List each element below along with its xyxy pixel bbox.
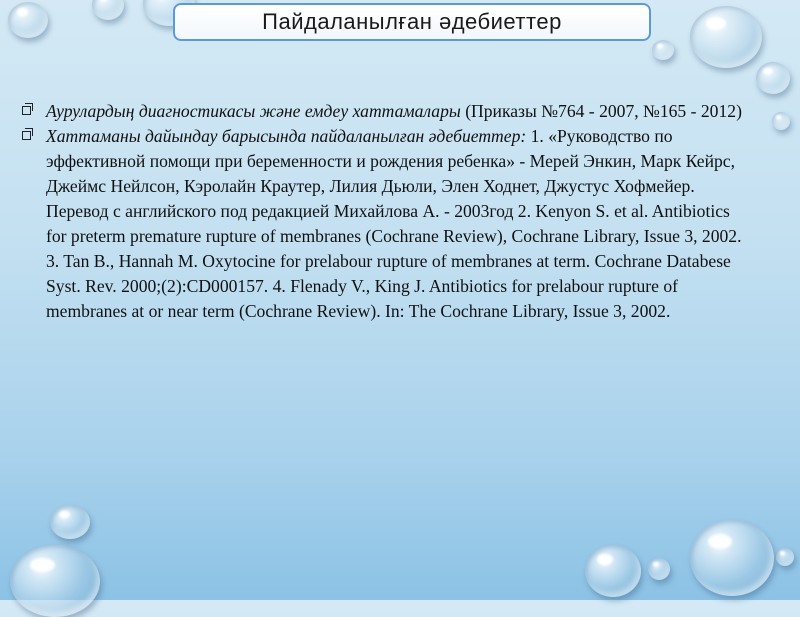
water-drop-icon [92,0,124,20]
item-italic-text: Аурулардың диагностикасы және емдеу хаттамалары [46,101,461,121]
slide-title: Пайдаланылған әдебиеттер [262,9,562,34]
item-text: 1. «Руководство по эффективной помощи при беременности и рождения ребенка» - Мерей Энкин, Марк Кейрс, Джеймс Нейлсон, Кэролайн Краутер, Лилия Дьюли, Элен Ходнет, Джустус Хофмейер. Перевод с английского под редакцией Михайлова А. - 2003год 2. Kenyon S. et al. Antibiotics for preterm premature rupture of membranes (Cochrane Review), Cochrane Library, Issue 3, 2002. 3. Tan B., Hannah M. Oxytocine for prelabour rupture of membranes at term. Cochrane Databese Syst. Rev. 2000;(2):CD000157. 4. Flenady V., King J. Antibiotics for prelabour rupture of membranes at or near term (Cochrane Review). In: The Cochrane Library, Issue 3, 2002. [46,126,742,321]
water-drop-icon [690,520,774,596]
water-drop-icon [8,2,48,38]
list-item [22,124,752,324]
water-drop-icon [776,548,794,566]
slide-title-box [173,3,651,41]
water-drop-icon [690,6,762,68]
water-drop-icon [772,112,790,130]
references-list [22,99,752,324]
water-drop-icon [50,505,90,539]
item-text: (Приказы №764 - 2007, №165 - 2012) [460,101,742,121]
checkbox-bullet-icon [22,131,31,140]
water-drop-icon [10,545,100,617]
checkbox-bullet-icon [22,106,31,115]
item-italic-text: Хаттаманы дайындау барысында пайдаланылған әдебиеттер: [46,126,527,146]
water-drop-icon [756,62,790,94]
water-drop-icon [585,545,641,597]
list-item [22,99,752,124]
water-drop-icon [652,40,674,60]
water-drop-icon [648,558,670,580]
